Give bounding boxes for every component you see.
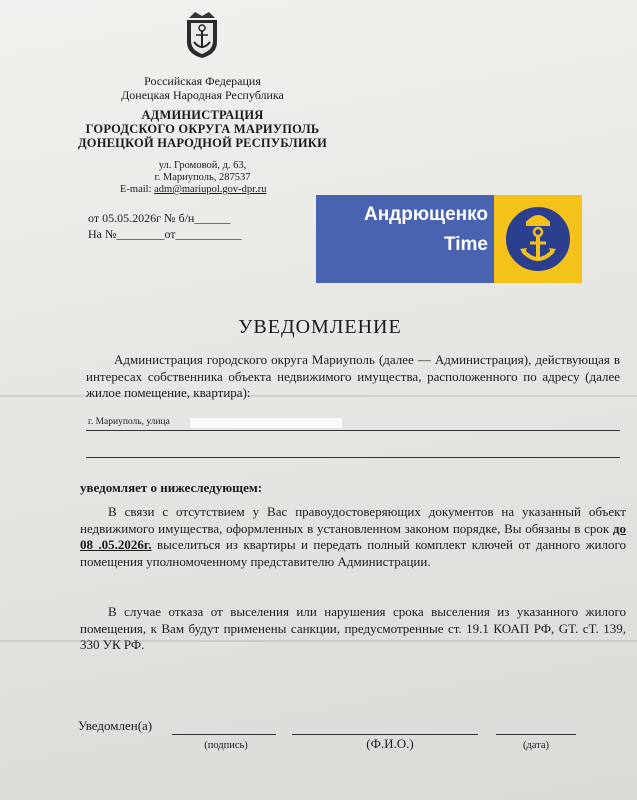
- watermark-line2: Time: [443, 234, 488, 255]
- header-email-row: [120, 184, 320, 196]
- anchor-icon: [494, 195, 582, 283]
- header-city: г. Мариуполь, 287537: [154, 172, 251, 183]
- paragraph-1-start: В связи с отсутствием у Вас правоудостоверяющих документов на указанный объект недвижимого имущества, оформленных в установленном законом порядке, Вы обязаны в срок: [80, 504, 626, 536]
- address-prefix: г. Мариуполь, улица: [88, 417, 170, 427]
- header-admin-line1: АДМИНИСТРАЦИЯ: [141, 108, 264, 122]
- header-admin-line3: ДОНЕЦКОЙ НАРОДНОЙ РЕСПУБЛИКИ: [77, 136, 327, 150]
- header-country: Российская Федерация: [144, 74, 261, 88]
- notice-paragraph-1: [80, 504, 626, 570]
- watermark-text-box: [316, 195, 494, 283]
- signature-caption: (подпись): [204, 740, 248, 751]
- name-line: [292, 734, 478, 735]
- watermark-line1: Андрющенко: [363, 204, 488, 225]
- header-street: ул. Громовой, д. 63,: [158, 160, 247, 171]
- ref-line1: от 05.05.2026г № б/н______: [88, 211, 231, 225]
- address-underline-2: [86, 457, 620, 458]
- email-label: E-mail:: [120, 184, 152, 195]
- header-admin-line2: ГОРОДСКОГО ОКРУГА МАРИУПОЛЬ: [85, 122, 320, 136]
- email-link[interactable]: adm@mariupol.gov-dpr.ru: [154, 184, 267, 195]
- header-republic: Донецкая Народная Республика: [121, 88, 284, 102]
- signature-line: [172, 734, 276, 735]
- notice-title: УВЕДОМЛЕНИЕ: [238, 316, 402, 338]
- ref-line2: На №________от___________: [88, 227, 242, 241]
- city-crest-icon: [181, 8, 223, 60]
- deadline-date: до 08 .05.2026г.: [80, 520, 626, 552]
- address-underline: [86, 430, 620, 431]
- notice-paragraph-2: В случае отказа от выселения или нарушения срока выселения из указанного жилого помещения, к Вам будут применены санкции, предусмотренные ст. 19.1 КОАП РФ, GT. cT. 139, 330 УК РФ.: [80, 604, 626, 652]
- watermark-banner: [316, 195, 582, 283]
- redacted-address: [190, 418, 342, 428]
- date-line: [496, 734, 576, 735]
- name-caption: (Ф.И.О.): [366, 736, 414, 751]
- watermark-logo: [494, 195, 582, 283]
- notice-intro: Администрация городского округа Мариуполь (далее — Администрация), действующая в интересах собственника объекта недвижимого имущества, расположенного по адресу (далее жилое помещение, квартира):: [86, 352, 620, 400]
- paragraph-1-end: выселиться из квартиры и передать полный комплект ключей от данного жилого помещения уполномоченному представителю Администрации.: [80, 537, 627, 569]
- signature-label: Уведомлен(а): [78, 718, 153, 733]
- date-caption: (дата): [522, 740, 550, 751]
- notifies-heading: уведомляет о нижеследующем:: [80, 480, 263, 495]
